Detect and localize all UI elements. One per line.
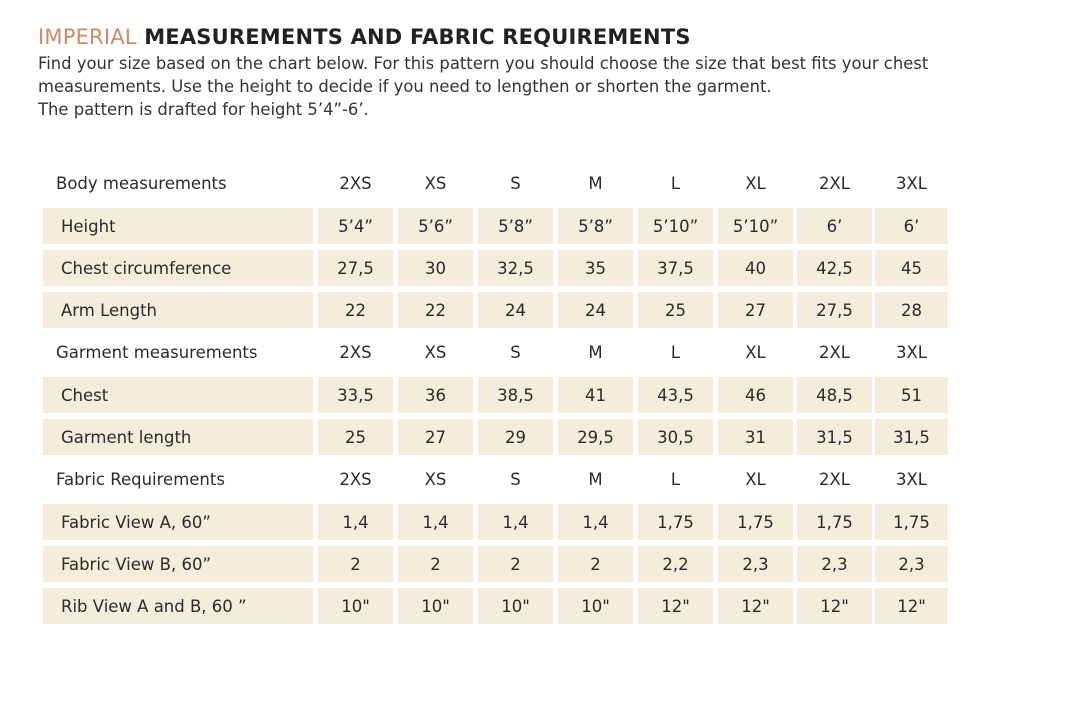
table-cell: 5’6”	[398, 208, 473, 244]
section-label: Garment measurements	[56, 342, 258, 362]
table-cell: 42,5	[797, 250, 872, 286]
table-cell: 24	[478, 292, 553, 328]
table-cell: 27	[398, 419, 473, 455]
table-cell: 45	[875, 250, 948, 286]
table-cell: 25	[318, 419, 393, 455]
size-label: M	[588, 469, 603, 489]
table-cell: 32,5	[478, 250, 553, 286]
table-cell: 43,5	[638, 377, 713, 413]
size-label: 3XL	[896, 342, 927, 362]
table-cell: 12"	[718, 588, 793, 624]
table-cell: 2	[478, 546, 553, 582]
intro-line: Find your size based on the chart below. For this pattern you should choose the size that best fits your chest	[38, 54, 929, 73]
table-cell: 33,5	[318, 377, 393, 413]
row-label: Arm Length	[43, 292, 313, 328]
table-cell: 27,5	[318, 250, 393, 286]
row-label: Chest	[43, 377, 313, 413]
table-cell: 1,75	[638, 504, 713, 540]
table-cell: 37,5	[638, 250, 713, 286]
table-cell: 29,5	[558, 419, 633, 455]
table-cell: 2,3	[797, 546, 872, 582]
table-cell: 35	[558, 250, 633, 286]
table-row	[43, 501, 948, 543]
table-cell: 12"	[875, 588, 948, 624]
table-row	[43, 289, 948, 331]
table-cell: 10"	[558, 588, 633, 624]
size-label: 2XL	[819, 342, 850, 362]
size-label: XL	[745, 469, 766, 489]
table-cell: 1,4	[318, 504, 393, 540]
table-cell: 1,4	[478, 504, 553, 540]
size-label: XS	[424, 342, 447, 362]
table-row	[43, 205, 948, 247]
section-header-garment	[43, 331, 948, 374]
size-label: 3XL	[896, 469, 927, 489]
table-row	[43, 543, 948, 585]
size-label: XL	[745, 173, 766, 193]
table-cell: 5’10”	[718, 208, 793, 244]
table-cell: 1,75	[875, 504, 948, 540]
table-cell: 24	[558, 292, 633, 328]
title-accent: IMPERIAL	[38, 25, 137, 49]
section-label: Body measurements	[56, 173, 227, 193]
table-cell: 1,75	[718, 504, 793, 540]
intro-line: measurements. Use the height to decide if you need to lengthen or shorten the garment.	[38, 77, 772, 96]
size-label: S	[510, 342, 521, 362]
table-cell: 46	[718, 377, 793, 413]
table-cell: 31,5	[875, 419, 948, 455]
intro-line: The pattern is drafted for height 5’4”-6’.	[38, 100, 369, 119]
table-cell: 1,4	[398, 504, 473, 540]
table-cell: 5’4”	[318, 208, 393, 244]
section-header-fabric	[43, 458, 948, 501]
table-row	[43, 247, 948, 289]
table-cell: 27	[718, 292, 793, 328]
table-cell: 6’	[875, 208, 948, 244]
size-label: L	[670, 469, 681, 489]
table-cell: 10"	[398, 588, 473, 624]
table-cell: 1,75	[797, 504, 872, 540]
table-cell: 51	[875, 377, 948, 413]
table-cell: 36	[398, 377, 473, 413]
size-label: 2XL	[819, 469, 850, 489]
row-label: Chest circumference	[43, 250, 313, 286]
table-cell: 30	[398, 250, 473, 286]
table-cell: 2,3	[875, 546, 948, 582]
table-cell: 25	[638, 292, 713, 328]
size-label: 3XL	[896, 173, 927, 193]
table-cell: 1,4	[558, 504, 633, 540]
size-label: 2XS	[339, 342, 372, 362]
section-header-body	[43, 162, 948, 205]
section-label: Fabric Requirements	[56, 469, 225, 489]
size-label: M	[588, 173, 603, 193]
table-cell: 12"	[797, 588, 872, 624]
row-label: Fabric View A, 60”	[43, 504, 313, 540]
row-label: Rib View A and B, 60 ”	[43, 588, 313, 624]
table-cell: 41	[558, 377, 633, 413]
size-label: XS	[424, 173, 447, 193]
table-row	[43, 416, 948, 458]
size-label: L	[670, 173, 681, 193]
table-cell: 2	[558, 546, 633, 582]
table-cell: 6’	[797, 208, 872, 244]
table-cell: 48,5	[797, 377, 872, 413]
table-cell: 30,5	[638, 419, 713, 455]
row-label: Garment length	[43, 419, 313, 455]
table-cell: 40	[718, 250, 793, 286]
table-cell: 38,5	[478, 377, 553, 413]
intro-text	[38, 52, 1058, 121]
size-label: XS	[424, 469, 447, 489]
table-cell: 5’8”	[558, 208, 633, 244]
table-cell: 2	[398, 546, 473, 582]
table-cell: 2	[318, 546, 393, 582]
title-rest: MEASUREMENTS AND FABRIC REQUIREMENTS	[136, 25, 691, 49]
table-cell: 2,2	[638, 546, 713, 582]
table-cell: 31	[718, 419, 793, 455]
row-label: Height	[43, 208, 313, 244]
size-label: S	[510, 173, 521, 193]
page-header	[38, 24, 1058, 121]
table-cell: 22	[398, 292, 473, 328]
table-cell: 27,5	[797, 292, 872, 328]
table-cell: 31,5	[797, 419, 872, 455]
size-label: XL	[745, 342, 766, 362]
table-cell: 29	[478, 419, 553, 455]
size-chart-table	[43, 162, 948, 627]
table-cell: 5’8”	[478, 208, 553, 244]
size-label: 2XS	[339, 469, 372, 489]
table-cell: 10"	[318, 588, 393, 624]
table-cell: 10"	[478, 588, 553, 624]
table-cell: 12"	[638, 588, 713, 624]
table-row	[43, 374, 948, 416]
size-label: L	[670, 342, 681, 362]
table-cell: 2,3	[718, 546, 793, 582]
size-label: 2XL	[819, 173, 850, 193]
size-label: S	[510, 469, 521, 489]
page-title	[38, 24, 1058, 50]
row-label: Fabric View B, 60”	[43, 546, 313, 582]
table-cell: 28	[875, 292, 948, 328]
table-cell: 5’10”	[638, 208, 713, 244]
size-label: M	[588, 342, 603, 362]
table-cell: 22	[318, 292, 393, 328]
size-label: 2XS	[339, 173, 372, 193]
table-row	[43, 585, 948, 627]
